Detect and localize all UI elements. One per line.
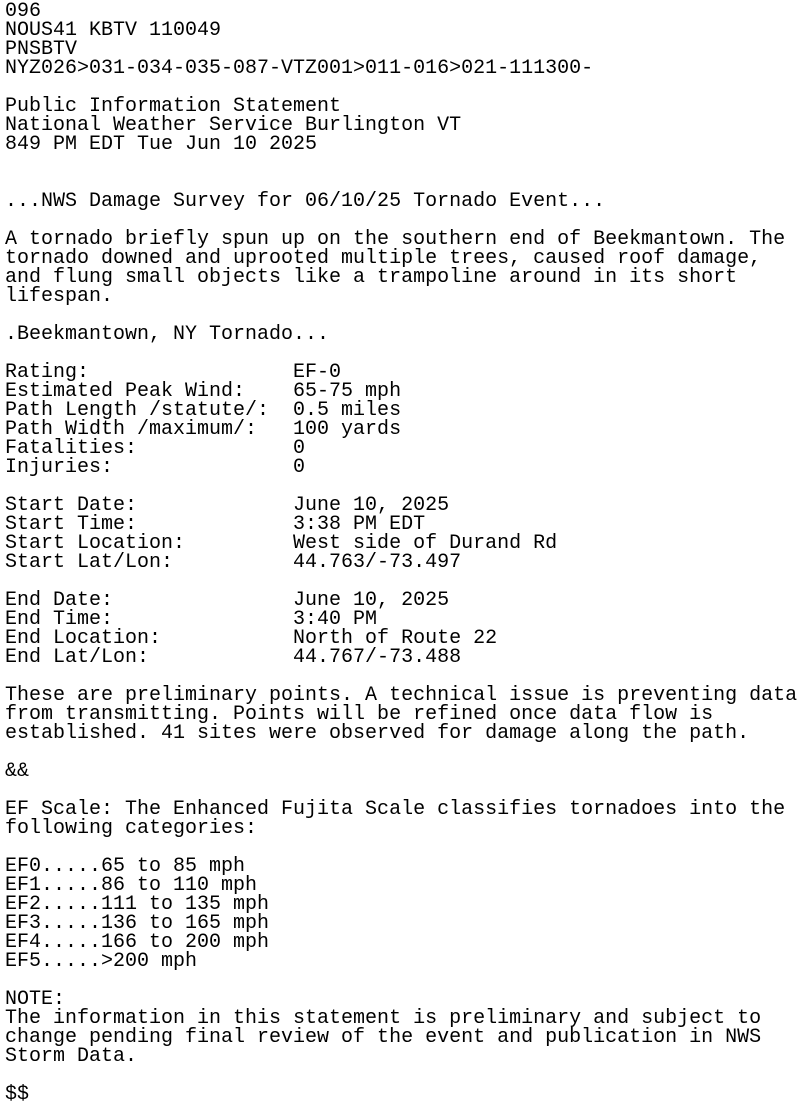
statement-line: EF3.....136 to 165 mph [5,912,270,935]
statement-line: EF0.....65 to 85 mph [5,855,246,878]
statement-line: Start Time: 3:38 PM EDT [5,513,426,536]
statement-line: EF5.....>200 mph [5,950,198,973]
statement-line: These are preliminary points. A technical issue is preventing data [5,684,798,707]
statement-line: NYZ026>031-034-035-087-VTZ001>011-016>021-111300- [5,57,594,80]
statement-line: A tornado briefly spun up on the southern end of Beekmantown. The [5,228,786,251]
statement-line: EF4.....166 to 200 mph [5,931,270,954]
statement-line: Estimated Peak Wind: 65-75 mph [5,380,402,403]
statement-line: tornado downed and uprooted multiple trees, caused roof damage, [5,247,762,270]
statement-line: lifespan. [5,285,114,308]
statement-line: End Location: North of Route 22 [5,627,498,650]
statement-line: Start Lat/Lon: 44.763/-73.497 [5,551,462,574]
statement-line: Rating: EF-0 [5,361,342,384]
statement-line: EF Scale: The Enhanced Fujita Scale classifies tornadoes into the [5,798,786,821]
statement-line: Path Length /statute/: 0.5 miles [5,399,402,422]
statement-line: The information in this statement is preliminary and subject to [5,1007,762,1030]
statement-line: .Beekmantown, NY Tornado... [5,323,330,346]
statement-line: NOUS41 KBTV 110049 [5,19,222,42]
statement-line: ...NWS Damage Survey for 06/10/25 Tornado Event... [5,190,606,213]
statement-line [5,154,802,173]
statement-line: Injuries: 0 [5,456,306,479]
statement-line: End Date: June 10, 2025 [5,589,450,612]
statement-line: Path Width /maximum/: 100 yards [5,418,402,441]
statement-line [5,743,802,762]
statement-line: Public Information Statement [5,95,342,118]
statement-line: National Weather Service Burlington VT [5,114,462,137]
statement-line: 849 PM EDT Tue Jun 10 2025 [5,133,318,156]
statement-line: Start Location: West side of Durand Rd [5,532,558,555]
statement-line: $$ [5,1083,30,1106]
statement-line: following categories: [5,817,258,840]
statement-line: established. 41 sites were observed for damage along the path. [5,722,750,745]
statement-line: EF1.....86 to 110 mph [5,874,258,897]
statement-line: Fatalities: 0 [5,437,306,460]
statement-line: Storm Data. [5,1045,138,1068]
statement-line: from transmitting. Points will be refined once data flow is [5,703,714,726]
statement-line [5,1066,802,1085]
statement-line: End Time: 3:40 PM [5,608,378,631]
statement-line: End Lat/Lon: 44.767/-73.488 [5,646,462,669]
statement-line: EF2.....111 to 135 mph [5,893,270,916]
statement-line: PNSBTV [5,38,78,61]
statement-line: Start Date: June 10, 2025 [5,494,450,517]
statement-line: change pending final review of the event and publication in NWS [5,1026,762,1049]
statement-line: && [5,760,30,783]
statement-line [5,971,802,990]
statement-line: 096 [5,0,42,23]
statement-line: and flung small objects like a trampoline around in its short [5,266,738,289]
statement-line: NOTE: [5,988,66,1011]
